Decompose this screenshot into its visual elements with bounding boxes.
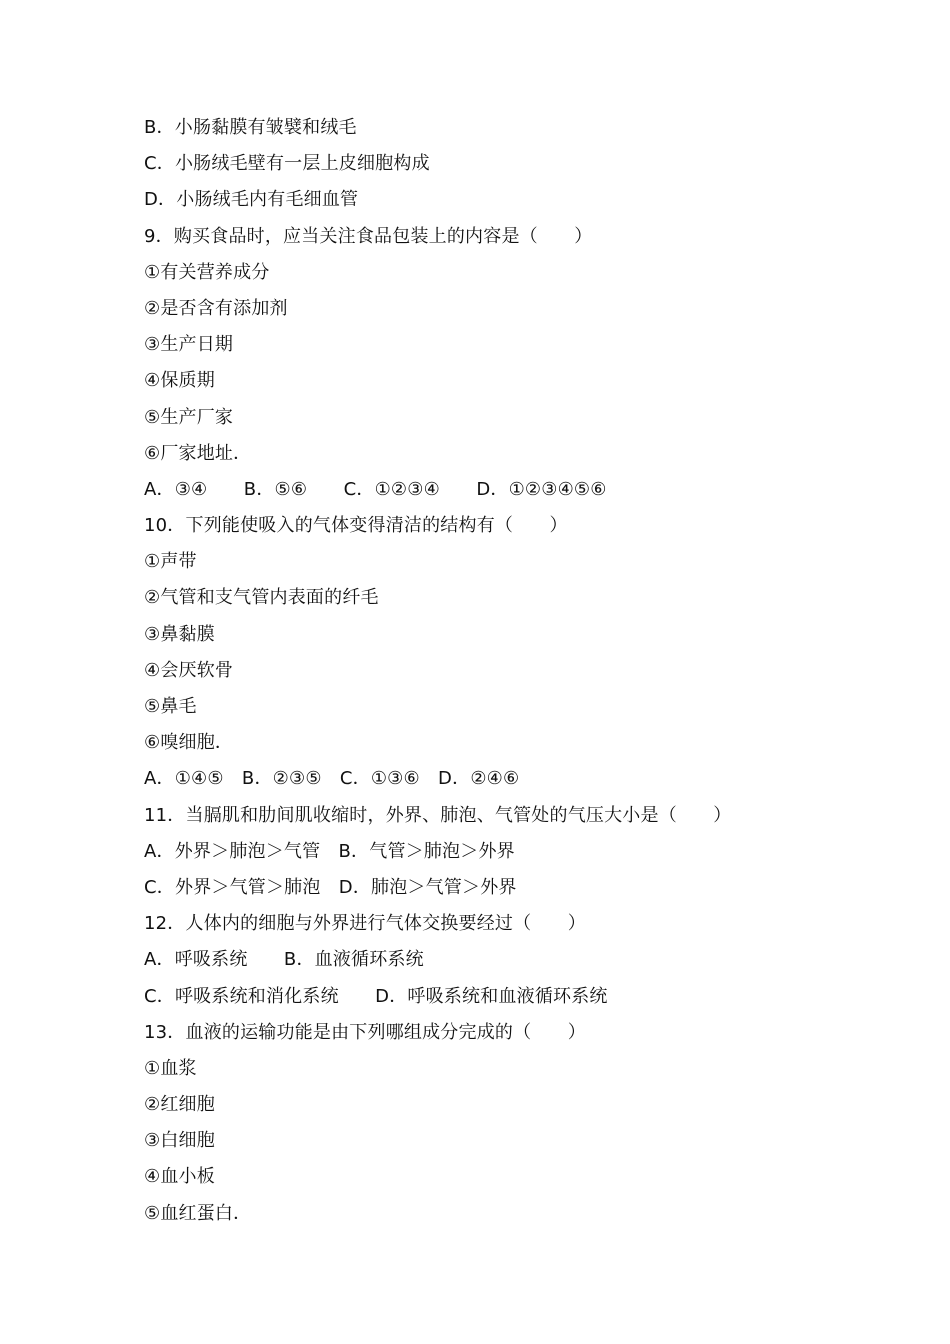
q10-options: A．①④⑤ B．②③⑤ C．①③⑥ D．②④⑥ [144, 768, 520, 790]
q9-item-5: ⑤生产厂家 [144, 406, 234, 428]
q9-item-1: ①有关营养成分 [144, 261, 270, 283]
option-d-q8: D．小肠绒毛内有毛细血管 [144, 189, 359, 211]
q11-options-ab: A．外界＞肺泡＞气管 B．气管＞肺泡＞外界 [144, 840, 515, 862]
q11-options-cd: C．外界＞气管＞肺泡 D．肺泡＞气管＞外界 [144, 876, 517, 898]
q10-item-1: ①声带 [144, 551, 197, 573]
q12-options-ab: A．呼吸系统 B．血液循环系统 [144, 949, 424, 971]
q10-item-3: ③鼻黏膜 [144, 623, 215, 645]
q13-item-5: ⑤血红蛋白． [144, 1202, 252, 1224]
option-c-q8: C．小肠绒毛壁有一层上皮细胞构成 [144, 153, 430, 175]
q10-item-2: ②气管和支气管内表面的纤毛 [144, 587, 379, 609]
q13-item-4: ④血小板 [144, 1166, 215, 1188]
q9-item-3: ③生产日期 [144, 334, 234, 356]
question-13: 13．血液的运输功能是由下列哪组成分完成的（ ） [144, 1021, 586, 1043]
question-12: 12．人体内的细胞与外界进行气体交换要经过（ ） [144, 913, 586, 935]
q13-item-1: ①血浆 [144, 1057, 197, 1079]
q10-item-5: ⑤鼻毛 [144, 696, 197, 717]
question-9: 9．购买食品时，应当关注食品包装上的内容是（ ） [144, 225, 593, 247]
q10-item-4: ④会厌软骨 [144, 659, 234, 681]
option-b-q8: B．小肠黏膜有皱襞和绒毛 [144, 117, 357, 138]
q9-options: A．③④ B．⑤⑥ C．①②③④ D．①②③④⑤⑥ [144, 478, 607, 500]
question-11: 11．当膈肌和肋间肌收缩时，外界、肺泡、气管处的气压大小是（ ） [144, 804, 732, 826]
q13-item-2: ②红细胞 [144, 1094, 215, 1116]
question-text-block [144, 110, 864, 1232]
q12-options-cd: C．呼吸系统和消化系统 D．呼吸系统和血液循环系统 [144, 985, 608, 1007]
q13-item-3: ③白细胞 [144, 1130, 215, 1152]
question-10: 10．下列能使吸入的气体变得清洁的结构有（ ） [144, 515, 568, 537]
q10-item-6: ⑥嗅细胞． [144, 732, 234, 754]
q9-item-4: ④保质期 [144, 370, 215, 392]
q9-item-6: ⑥厂家地址． [144, 442, 252, 464]
q9-item-2: ②是否含有添加剂 [144, 297, 288, 319]
